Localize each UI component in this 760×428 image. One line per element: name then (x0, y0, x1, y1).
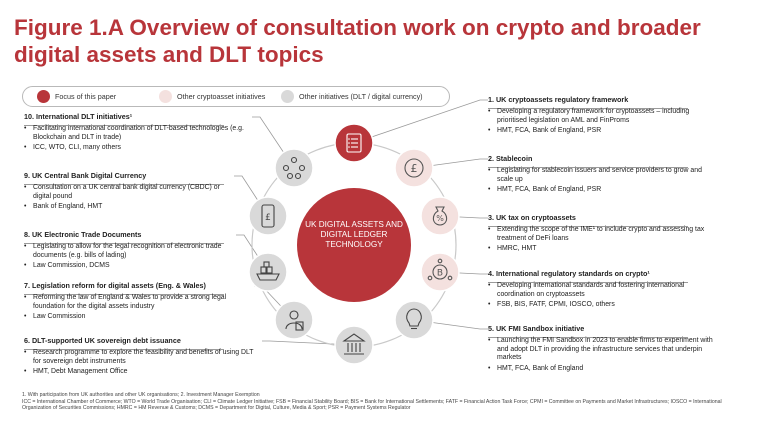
footnote (22, 392, 742, 412)
connector-line (354, 100, 488, 143)
bullet: • Legislating for stablecoin issuers and service providers to grow and scale up (488, 167, 714, 184)
svg-text:£: £ (410, 162, 418, 175)
svg-text:%: % (436, 214, 444, 223)
section-heading: 7. Legislation reform for digital assets (Eng. & Wales) (24, 281, 206, 290)
money-bag-icon (421, 197, 459, 235)
bullet: • Research programme to explore the feasibility and benefits of using DLT for sovereign debt instruments (24, 349, 262, 366)
center-label: UK DIGITAL ASSETS AND DIGITAL LEDGER TECHNOLOGY (305, 220, 403, 249)
people-network-icon (275, 149, 313, 187)
bullet: • FSB, BIS, FATF, CPMI, IOSCO, others (488, 301, 714, 309)
lightbulb-icon (395, 301, 433, 339)
svg-text:B: B (436, 268, 444, 279)
bullet: • HMT, FCA, Bank of England, PSR (488, 127, 714, 135)
bullet: • Reforming the law of England & Wales to provide a strong legal foundation for the digital assets industry (24, 294, 254, 311)
bullet: • Facilitating international coordination of DLT-based technologies (e.g. Blockchain and DLT in trade) (24, 125, 252, 142)
section-heading: 1. UK cryptoassets regulatory framework (488, 95, 629, 104)
bullet: • Extending the scope of the IME¹ to include crypto and assessing tax treatment of DeFi loans (488, 226, 714, 243)
section-heading: 6. DLT-supported UK sovereign debt issuance (24, 336, 181, 345)
footnote-line-2: ICC = International Chamber of Commerce; WTO = World Trade Organisation; CLI = Climate Ledger Initiative; FSB = Financial Stability Board; BIS = Bank for International Settlements; FATF = Financial Action Task Force; CPMI = Committee on Payments and Market Infrastructures; IOSCO = International Organization of Securities Commissions; HMRC = HM Revenue & Customs; DCMS = Department for Digital, Culture, Media & Sport; PSR = Payment Systems Regulator (22, 398, 722, 412)
bullet: • Law Commission (24, 313, 254, 321)
bullet: • HMT, FCA, Bank of England (488, 365, 714, 373)
bullet: • Legislating to allow for the legal recognition of electronic trade documents (e.g. bills of lading) (24, 243, 236, 260)
bank-building-icon (335, 326, 373, 364)
figure-title: Figure 1.A Overview of consultation work on crypto and broader digital assets and DLT topics (14, 15, 701, 67)
bullet: • Law Commission, DCMS (24, 262, 236, 270)
bullet: • Launching the FMI Sandbox in 2023 to enable firms to experiment with and adopt DLT in providing the infrastructure services that underpin markets (488, 337, 714, 362)
bullet: • Bank of England, HMT (24, 203, 234, 211)
svg-text:£: £ (265, 213, 271, 223)
section-heading: 2. Stablecoin (488, 154, 533, 163)
pound-coin-icon (395, 149, 433, 187)
bullet: • Developing international standards and fostering international coordination on cryptoassets (488, 282, 714, 299)
section-heading: 9. UK Central Bank Digital Currency (24, 171, 147, 180)
phone-pound-icon (249, 197, 287, 235)
section-heading: 10. International DLT initiatives¹ (24, 112, 133, 121)
section-heading: 4. International regulatory standards on crypto¹ (488, 269, 650, 278)
bitcoin-network-icon (421, 253, 459, 291)
bullet: • HMRC, HMT (488, 245, 714, 253)
bullet: • ICC, WTO, CLI, many others (24, 144, 252, 152)
cargo-ship-icon (249, 253, 287, 291)
section-heading: 3. UK tax on cryptoassets (488, 213, 576, 222)
legend-label-focus: Focus of this paper (55, 92, 117, 101)
bullet: • HMT, Debt Management Office (24, 368, 262, 376)
legend-label-crypto: Other cryptoasset initiatives (177, 92, 266, 101)
bullet: • Developing a regulatory framework for cryptoassets – including prioritised legislation on AML and FinProms (488, 108, 714, 125)
section-heading: 8. UK Electronic Trade Documents (24, 230, 142, 239)
bullet: • Consultation on a UK central bank digital currency (CBDC) or digital pound (24, 184, 234, 201)
section-heading: 5. UK FMI Sandbox initiative (488, 324, 585, 333)
person-document-icon (275, 301, 313, 339)
legend-label-dlt: Other initiatives (DLT / digital currency) (299, 92, 423, 101)
footnote-line-1: 1. With participation from UK authorities and other UK organisations; 2. Investment Manager Exemption (22, 392, 260, 398)
checklist-icon (335, 124, 373, 162)
bullet: • HMT, FCA, Bank of England, PSR (488, 186, 714, 194)
